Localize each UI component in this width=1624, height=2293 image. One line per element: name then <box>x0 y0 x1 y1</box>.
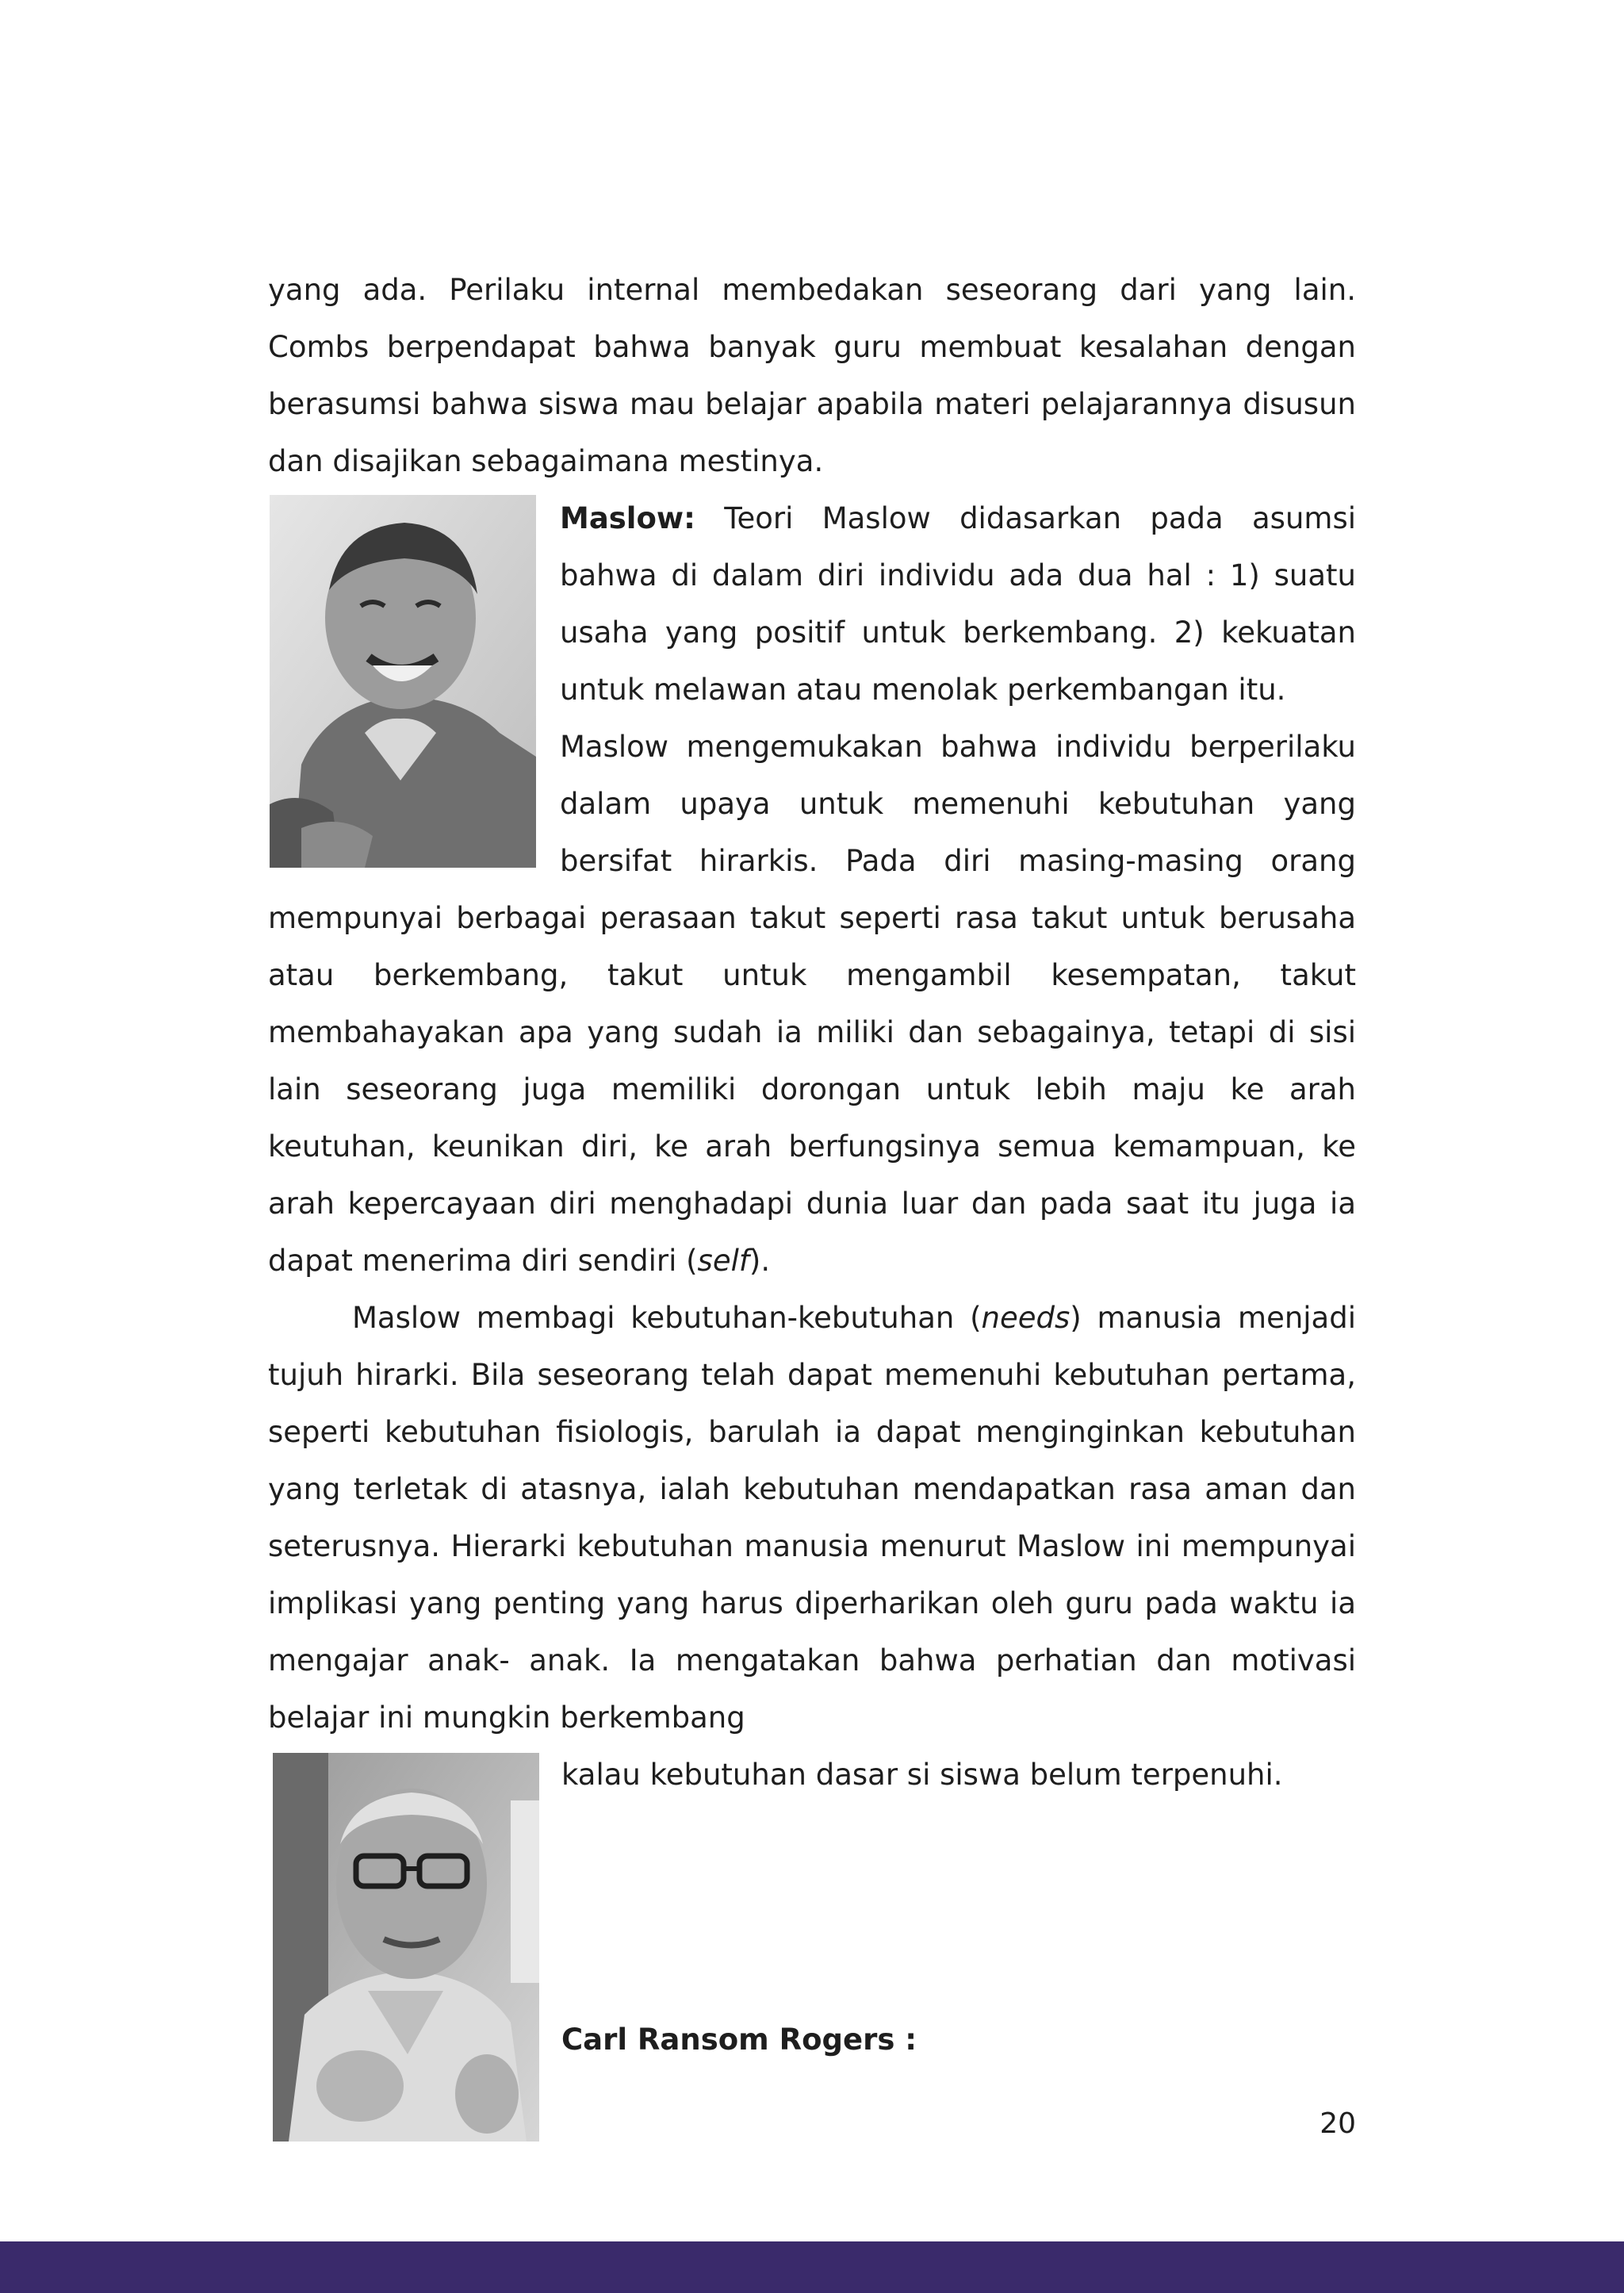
maslow-portrait-photo <box>270 495 536 868</box>
rogers-block <box>268 1747 1356 2142</box>
maslow-paragraph-3 <box>268 1290 1356 1747</box>
maslow-needs-term: needs <box>981 1301 1071 1335</box>
maslow-paragraph-3-tail: kalau kebutuhan dasar si siswa belum terpenuhi. <box>561 1758 1283 1792</box>
maslow-paragraph-2-text: Maslow mengemukakan bahwa individu berperilaku dalam upaya untuk memenuhi kebutuhan yang bersifat hirarkis. Pada diri masing-masing orang mempunyai berbagai perasaan takut seperti rasa takut untuk berusaha atau berkembang, takut untuk mengambil kesempatan, takut membahayakan apa yang sudah ia miliki dan sebagainya, tetapi di sisi lain seseorang juga memiliki dorongan untuk lebih maju ke arah keutuhan, keunikan diri, ke arah berfungsinya semua kemampuan, ke arah kepercayaan diri menghadapi dunia luar dan pada saat itu juga ia dapat menerima diri sendiri ( <box>268 730 1356 1278</box>
rogers-text <box>557 1747 1356 2069</box>
rogers-portrait-photo <box>273 1753 539 2142</box>
maslow-portrait-icon <box>270 495 536 868</box>
maslow-paragraph-3-start: Maslow membagi kebutuhan-kebutuhan ( <box>352 1301 982 1335</box>
page-number: 20 <box>1320 2107 1356 2140</box>
rogers-portrait-icon <box>273 1753 539 2142</box>
maslow-self-term: self <box>697 1244 749 1278</box>
footer-bar <box>0 2241 1624 2293</box>
paragraph-combs: yang ada. Perilaku internal membedakan seseorang dari yang lain. Combs berpendapat bahwa banyak guru membuat kesalahan dengan berasumsi bahwa siswa mau belajar apabila materi pelajarannya disusun dan disajikan sebagaimana mestinya. <box>268 273 1356 478</box>
maslow-paragraph-3-text: ) manusia menjadi tujuh hirarki. Bila seseorang telah dapat memenuhi kebutuhan pertama, seperti kebutuhan fisiologis, barulah ia dapat menginginkan kebutuhan yang terletak di atasnya, ialah kebutuhan mendapatkan rasa aman dan seterusnya. Hierarki kebutuhan manusia menurut Maslow ini mempunyai implikasi yang penting yang harus diperharikan oleh guru pada waktu ia mengajar anak- anak. Ia mengatakan bahwa perhatian dan motivasi belajar ini mungkin berkembang <box>268 1301 1357 1735</box>
maslow-heading: Maslow: <box>560 501 695 535</box>
maslow-paragraph-2-end: ). <box>749 1244 771 1278</box>
page-content <box>268 262 1356 2142</box>
rogers-heading: Carl Ransom Rogers : <box>561 2023 917 2057</box>
maslow-intro-text: Teori Maslow didasarkan pada asumsi bahwa di dalam diri individu ada dua hal : 1) suatu usaha yang positif untuk berkembang. 2) kekuatan untuk melawan atau menolak perkembangan itu. <box>560 501 1356 707</box>
